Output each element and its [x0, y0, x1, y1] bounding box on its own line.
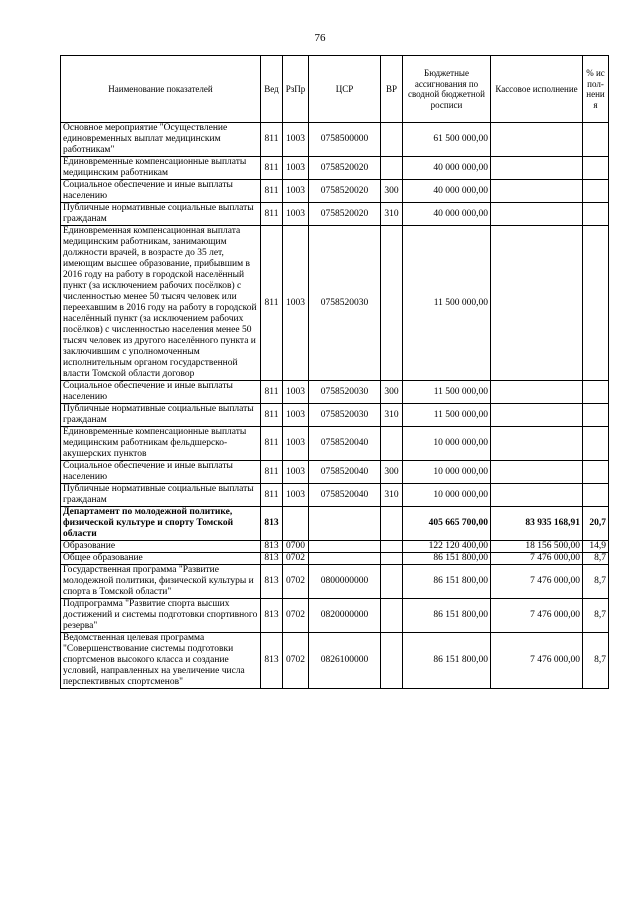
row-cash — [491, 203, 583, 226]
row-name: Основное мероприятие "Осуществление единовременных выплат медицинским работникам" — [61, 123, 261, 157]
row-name: Департамент по молодежной политике, физической культуре и спорту Томской области — [61, 507, 261, 541]
row-csr: 0758520030 — [309, 381, 381, 404]
row-vr: 300 — [381, 180, 403, 203]
row-assignments: 86 151 800,00 — [403, 553, 491, 565]
row-rzpr: 0702 — [283, 565, 309, 599]
table-row — [61, 484, 609, 507]
row-vr: 310 — [381, 203, 403, 226]
row-pct — [583, 226, 609, 381]
row-vr — [381, 565, 403, 599]
row-pct: 20,7 — [583, 507, 609, 541]
row-name: Социальное обеспечение и иные выплаты населению — [61, 180, 261, 203]
row-ved: 813 — [261, 507, 283, 541]
header-ved: Вед — [261, 56, 283, 123]
row-pct: 8,7 — [583, 633, 609, 689]
row-cash: 7 476 000,00 — [491, 633, 583, 689]
row-rzpr: 1003 — [283, 404, 309, 427]
row-csr — [309, 507, 381, 541]
table-row — [61, 461, 609, 484]
table-row — [61, 427, 609, 461]
row-assignments: 122 120 400,00 — [403, 541, 491, 553]
row-name: Единовременные компенсационные выплаты медицинским работникам — [61, 157, 261, 180]
row-csr: 0758520040 — [309, 484, 381, 507]
row-rzpr: 1003 — [283, 180, 309, 203]
row-vr — [381, 633, 403, 689]
row-name: Публичные нормативные социальные выплаты гражданам — [61, 203, 261, 226]
row-csr: 0800000000 — [309, 565, 381, 599]
row-vr: 310 — [381, 404, 403, 427]
row-name: Ведомственная целевая программа "Совершенствование системы подготовки спортсменов высокого класса и создание условий, направленных на увеличение числа перспективных спортсменов" — [61, 633, 261, 689]
row-rzpr: 1003 — [283, 123, 309, 157]
table-row — [61, 565, 609, 599]
header-pct-label: % испол-нения — [586, 68, 605, 110]
row-assignments: 86 151 800,00 — [403, 565, 491, 599]
row-rzpr: 1003 — [283, 461, 309, 484]
row-cash — [491, 157, 583, 180]
row-assignments: 10 000 000,00 — [403, 461, 491, 484]
row-cash — [491, 381, 583, 404]
row-vr — [381, 507, 403, 541]
row-rzpr: 0700 — [283, 541, 309, 553]
row-assignments: 86 151 800,00 — [403, 633, 491, 689]
row-rzpr: 1003 — [283, 427, 309, 461]
row-name: Государственная программа "Развитие молодежной политики, физической культуры и спорта в Томской области" — [61, 565, 261, 599]
row-assignments: 40 000 000,00 — [403, 203, 491, 226]
budget-table — [60, 55, 609, 689]
row-vr — [381, 123, 403, 157]
row-ved: 811 — [261, 404, 283, 427]
row-vr — [381, 226, 403, 381]
row-vr: 300 — [381, 461, 403, 484]
row-cash — [491, 404, 583, 427]
row-rzpr: 1003 — [283, 157, 309, 180]
row-pct — [583, 427, 609, 461]
row-assignments: 10 000 000,00 — [403, 427, 491, 461]
header-csr: ЦСР — [309, 56, 381, 123]
table-row — [61, 157, 609, 180]
row-pct — [583, 180, 609, 203]
row-ved: 813 — [261, 541, 283, 553]
row-cash — [491, 123, 583, 157]
row-rzpr: 0702 — [283, 553, 309, 565]
row-ved: 813 — [261, 553, 283, 565]
row-assignments: 86 151 800,00 — [403, 599, 491, 633]
row-ved: 813 — [261, 565, 283, 599]
row-rzpr: 0702 — [283, 633, 309, 689]
row-assignments: 10 000 000,00 — [403, 484, 491, 507]
row-pct: 8,7 — [583, 553, 609, 565]
row-name: Публичные нормативные социальные выплаты гражданам — [61, 484, 261, 507]
row-pct — [583, 203, 609, 226]
row-ved: 811 — [261, 203, 283, 226]
header-vr: ВР — [381, 56, 403, 123]
row-cash — [491, 461, 583, 484]
page-number: 76 — [314, 32, 326, 44]
row-assignments: 40 000 000,00 — [403, 180, 491, 203]
row-cash — [491, 180, 583, 203]
row-name: Единовременные компенсационные выплаты медицинским работникам фельдшерско-акушерских пунктов — [61, 427, 261, 461]
row-ved: 811 — [261, 123, 283, 157]
row-vr — [381, 157, 403, 180]
row-vr — [381, 541, 403, 553]
row-cash: 83 935 168,91 — [491, 507, 583, 541]
row-name: Общее образование — [61, 553, 261, 565]
table-row — [61, 553, 609, 565]
row-pct: 14,9 — [583, 541, 609, 553]
header-assignments: Бюджетные ассигнования по сводной бюджетной росписи — [403, 56, 491, 123]
table-row — [61, 507, 609, 541]
row-rzpr — [283, 507, 309, 541]
row-assignments: 11 500 000,00 — [403, 404, 491, 427]
row-ved: 811 — [261, 427, 283, 461]
table-row — [61, 633, 609, 689]
row-rzpr: 1003 — [283, 203, 309, 226]
row-csr: 0758520030 — [309, 226, 381, 381]
row-csr: 0758520020 — [309, 157, 381, 180]
row-csr: 0758520040 — [309, 461, 381, 484]
row-pct — [583, 461, 609, 484]
row-name: Образование — [61, 541, 261, 553]
row-csr: 0820000000 — [309, 599, 381, 633]
table-row — [61, 226, 609, 381]
row-ved: 811 — [261, 484, 283, 507]
row-ved: 811 — [261, 461, 283, 484]
row-csr: 0758500000 — [309, 123, 381, 157]
row-csr: 0758520040 — [309, 427, 381, 461]
header-cash: Кассовое исполнение — [491, 56, 583, 123]
table-row — [61, 203, 609, 226]
row-ved: 811 — [261, 226, 283, 381]
row-csr: 0826100000 — [309, 633, 381, 689]
row-pct: 8,7 — [583, 565, 609, 599]
row-vr — [381, 427, 403, 461]
row-pct — [583, 484, 609, 507]
table-row — [61, 381, 609, 404]
row-ved: 813 — [261, 633, 283, 689]
row-assignments: 405 665 700,00 — [403, 507, 491, 541]
row-ved: 811 — [261, 180, 283, 203]
row-name: Социальное обеспечение и иные выплаты населению — [61, 461, 261, 484]
row-vr — [381, 553, 403, 565]
row-rzpr: 0702 — [283, 599, 309, 633]
row-cash — [491, 484, 583, 507]
row-vr: 300 — [381, 381, 403, 404]
row-pct: 8,7 — [583, 599, 609, 633]
table-row — [61, 599, 609, 633]
table-row — [61, 541, 609, 553]
row-pct — [583, 381, 609, 404]
row-assignments: 11 500 000,00 — [403, 381, 491, 404]
row-cash: 7 476 000,00 — [491, 565, 583, 599]
row-cash — [491, 427, 583, 461]
row-assignments: 61 500 000,00 — [403, 123, 491, 157]
header-pct — [583, 56, 609, 123]
row-ved: 811 — [261, 381, 283, 404]
row-ved: 811 — [261, 157, 283, 180]
row-rzpr: 1003 — [283, 381, 309, 404]
row-assignments: 11 500 000,00 — [403, 226, 491, 381]
row-ved: 813 — [261, 599, 283, 633]
row-csr — [309, 553, 381, 565]
table-row — [61, 123, 609, 157]
row-cash — [491, 226, 583, 381]
row-pct — [583, 404, 609, 427]
row-vr: 310 — [381, 484, 403, 507]
row-csr: 0758520030 — [309, 404, 381, 427]
header-name: Наименование показателей — [61, 56, 261, 123]
row-pct — [583, 123, 609, 157]
row-name: Единовременная компенсационная выплата медицинским работникам, занимающим должности врачей, в возрасте до 35 лет, имеющим высшее образование, прибывшим в 2016 году на работу в городской населённый пункт (за исключением рабочих посёлков) с численностью менее 50 тысяч человек или переехавшим в 2016 году на работу в городской населённый пункт (за исключением рабочих посёлков) с численностью населения менее 50 тысяч человек из другого населённого пункта и заключившим с уполномоченным исполнительным органом государственной власти Томской области договор — [61, 226, 261, 381]
header-rzpr: РзПр — [283, 56, 309, 123]
header-row — [61, 56, 609, 123]
row-pct — [583, 157, 609, 180]
row-rzpr: 1003 — [283, 226, 309, 381]
row-assignments: 40 000 000,00 — [403, 157, 491, 180]
row-csr: 0758520020 — [309, 180, 381, 203]
row-name: Социальное обеспечение и иные выплаты населению — [61, 381, 261, 404]
row-csr — [309, 541, 381, 553]
row-name: Подпрограмма "Развитие спорта высших достижений и системы подготовки спортивного резерва" — [61, 599, 261, 633]
row-vr — [381, 599, 403, 633]
row-cash: 7 476 000,00 — [491, 553, 583, 565]
row-cash: 18 156 500,00 — [491, 541, 583, 553]
row-name: Публичные нормативные социальные выплаты гражданам — [61, 404, 261, 427]
row-rzpr: 1003 — [283, 484, 309, 507]
table-row — [61, 180, 609, 203]
row-cash: 7 476 000,00 — [491, 599, 583, 633]
row-csr: 0758520020 — [309, 203, 381, 226]
table-row — [61, 404, 609, 427]
